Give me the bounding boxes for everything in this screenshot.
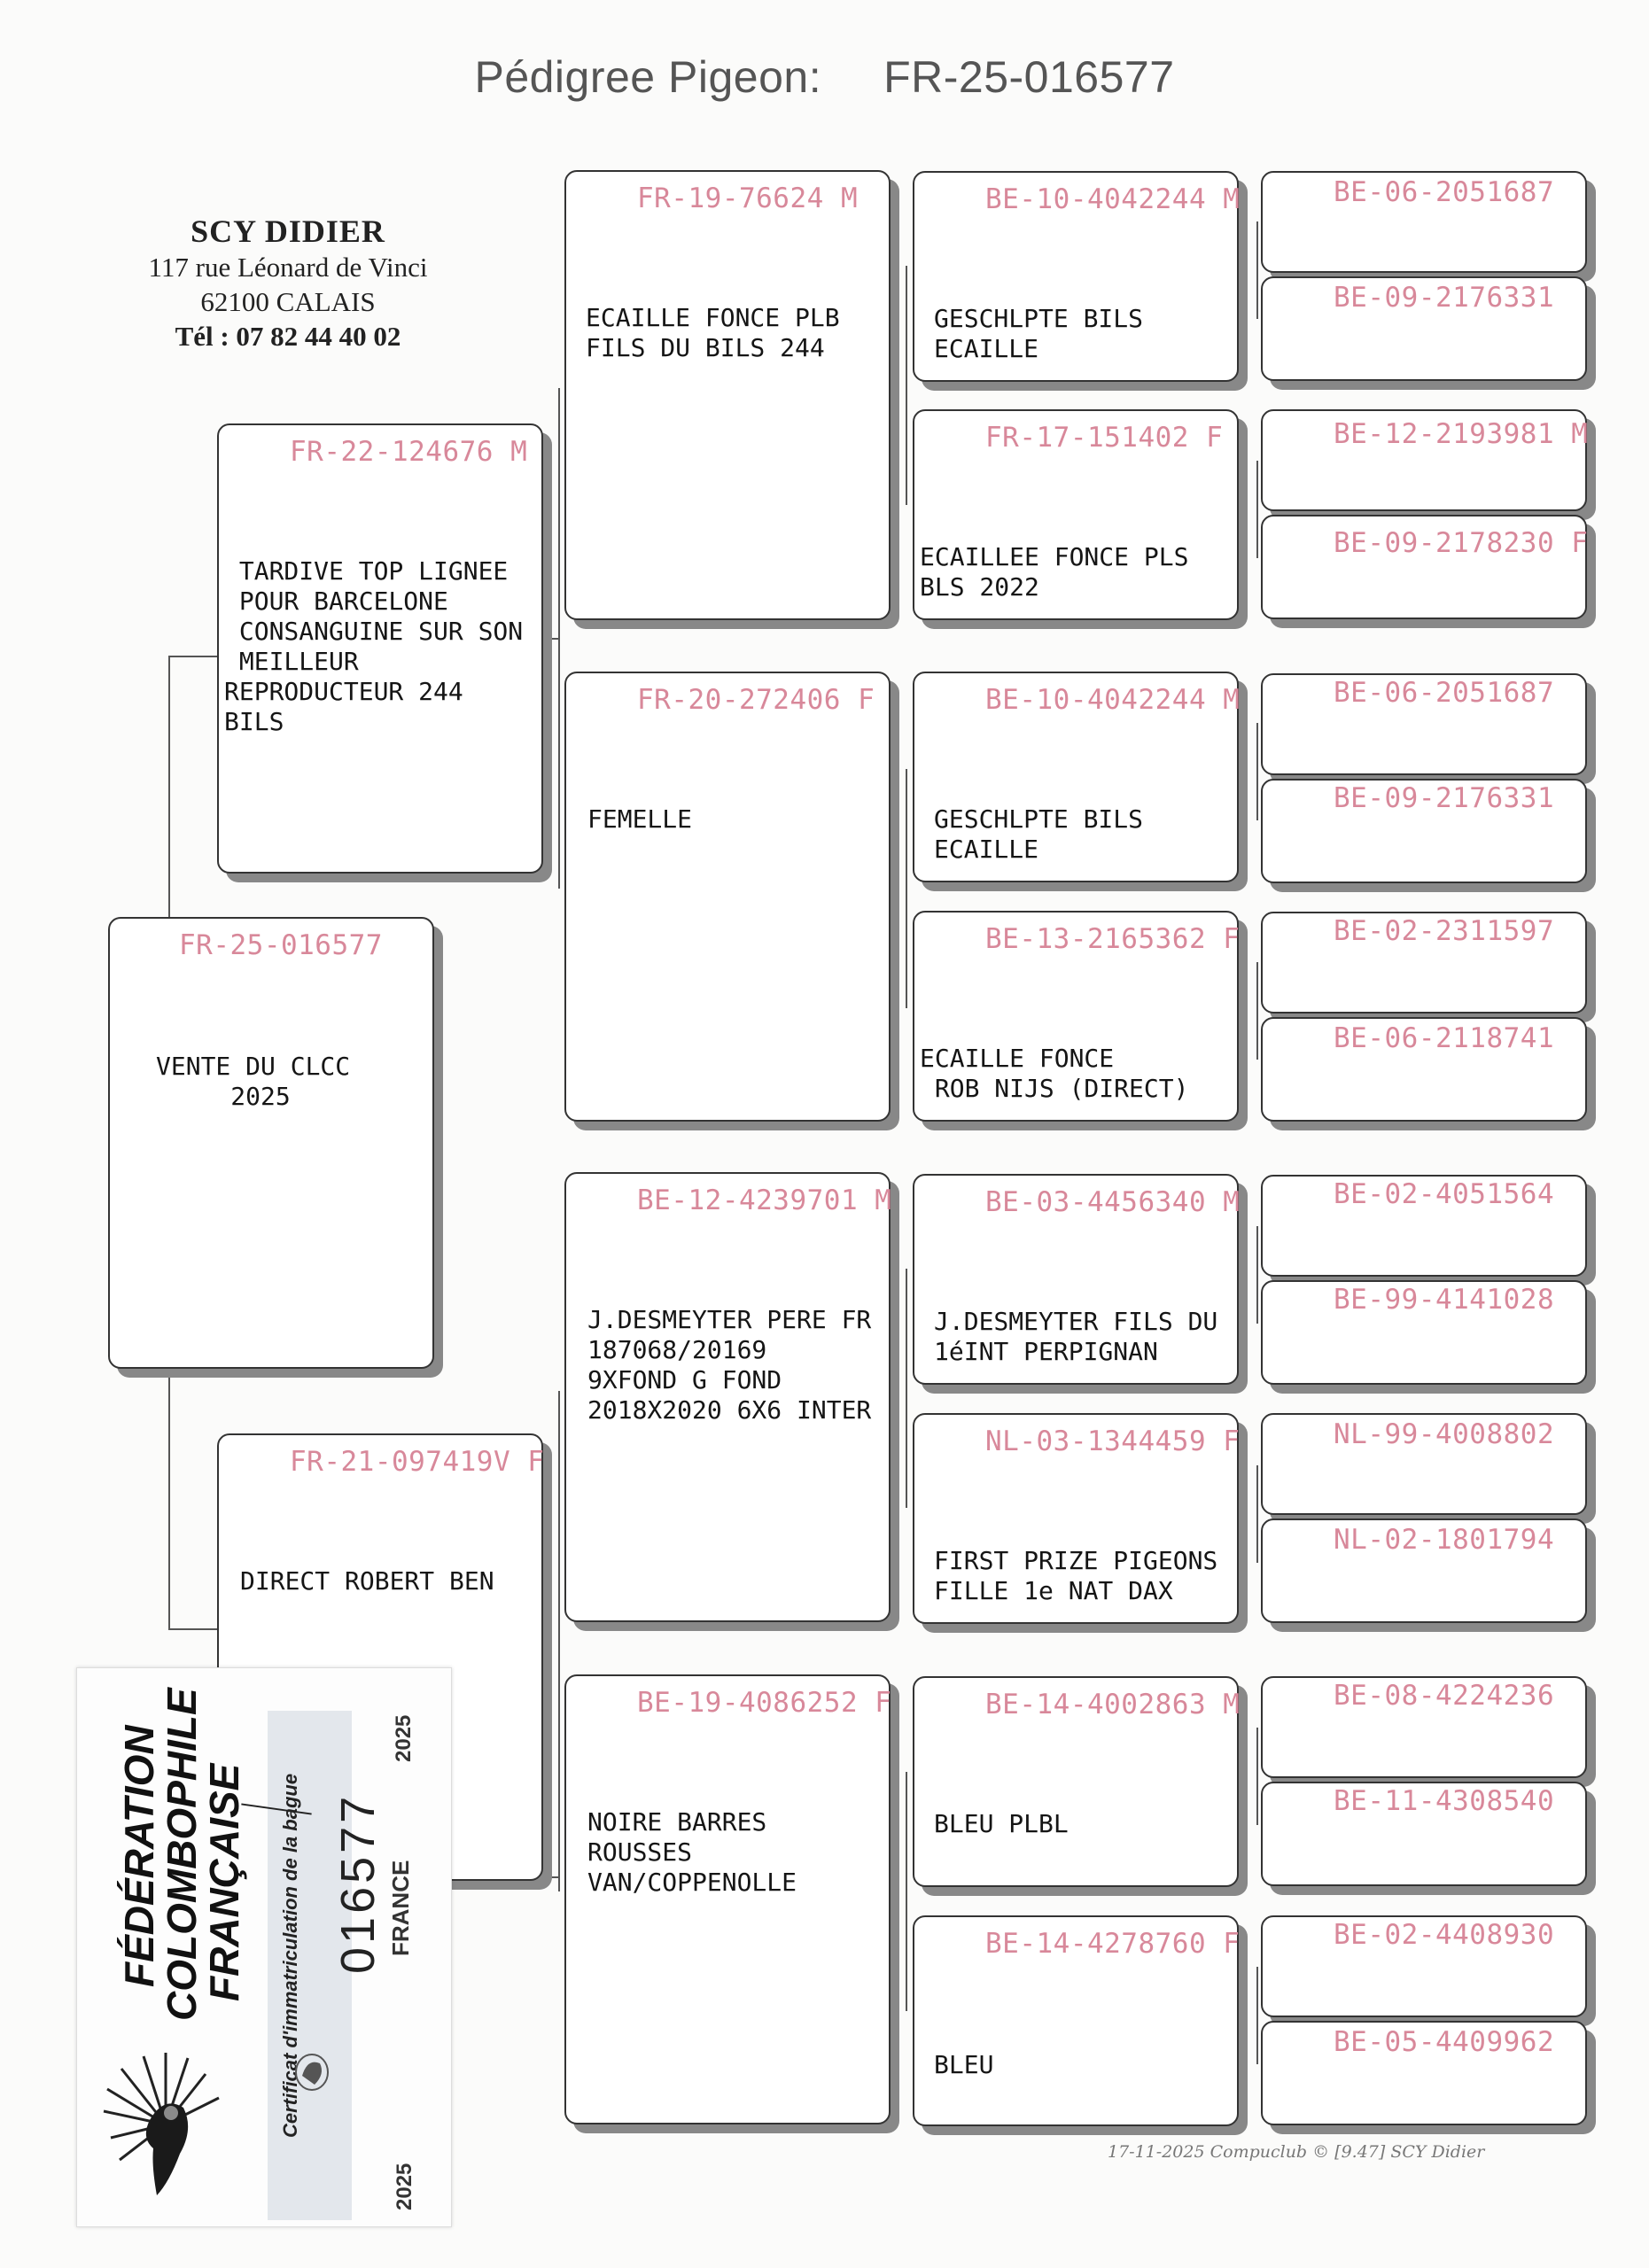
owner-block bbox=[89, 213, 487, 353]
gen5-card bbox=[1261, 673, 1587, 775]
father-ring: FR-22-124676 M bbox=[290, 436, 528, 468]
gen5-card bbox=[1261, 1175, 1587, 1277]
gen3-desc: NOIRE BARRES ROUSSES VAN/COPPENOLLE bbox=[587, 1807, 797, 1897]
gen4-ring: BE-10-4042244 M bbox=[985, 183, 1241, 215]
federation-line-2: COLOMBOPHILE bbox=[159, 1688, 205, 2021]
gen5-ring: BE-02-4051564 bbox=[1334, 1178, 1555, 1210]
pigeon-card bbox=[108, 917, 434, 1369]
federation-line-3: FRANÇAISE bbox=[201, 1763, 247, 2001]
gen4-ring: BE-13-2165362 F bbox=[985, 923, 1241, 955]
gen3-ring: FR-20-272406 F bbox=[637, 684, 875, 716]
gen5-ring: BE-09-2178230 F bbox=[1334, 527, 1589, 559]
gen3-ring: BE-12-4239701 M bbox=[637, 1184, 892, 1216]
title-ring: FR-25-016577 bbox=[883, 52, 1175, 102]
gen5-card bbox=[1261, 276, 1587, 381]
title-label: Pédigree Pigeon: bbox=[474, 52, 822, 102]
gen5-card bbox=[1261, 1413, 1587, 1515]
gen4-desc: GESCHLPTE BILS ECAILLE bbox=[934, 804, 1144, 864]
gen4-desc: ECAILLE FONCE ROB NIJS (DIRECT) bbox=[920, 1044, 1189, 1103]
father-desc: TARDIVE TOP LIGNEE POUR BARCELONE CONSANGUINE SUR SON MEILLEUR REPRODUCTEUR 244 BILS bbox=[224, 556, 524, 736]
gen4-card bbox=[913, 1413, 1239, 1624]
certificate-year-top: 2025 bbox=[392, 1714, 416, 1762]
gen5-card bbox=[1261, 912, 1587, 1014]
gen5-card bbox=[1261, 2021, 1587, 2125]
gen3-card bbox=[564, 672, 891, 1122]
gen5-ring: BE-12-2193981 M bbox=[1334, 418, 1589, 450]
gen4-card bbox=[913, 911, 1239, 1122]
gen4-ring: BE-03-4456340 M bbox=[985, 1186, 1241, 1218]
gen5-ring: BE-02-2311597 bbox=[1334, 915, 1555, 947]
pigeon-desc: VENTE DU CLCC 2025 bbox=[156, 1052, 351, 1111]
gen3-card bbox=[564, 1172, 891, 1622]
gen5-ring: BE-02-4408930 bbox=[1334, 1919, 1555, 1951]
owner-street: 117 rue Léonard de Vinci bbox=[148, 252, 428, 283]
owner-phone: Tél : 07 82 44 40 02 bbox=[175, 321, 401, 352]
gen3-desc: FEMELLE bbox=[587, 804, 693, 834]
gen3-ring: FR-19-76624 M bbox=[637, 183, 859, 214]
gen4-card bbox=[913, 1676, 1239, 1887]
gen5-ring: BE-05-4409962 bbox=[1334, 2026, 1555, 2058]
ring-certificate bbox=[76, 1667, 452, 2227]
gen5-card bbox=[1261, 1518, 1587, 1623]
gen3-card bbox=[564, 1674, 891, 2124]
gen4-desc: FIRST PRIZE PIGEONS FILLE 1e NAT DAX bbox=[934, 1546, 1218, 1605]
federation-line-1: FÉDÉRATION bbox=[116, 1725, 162, 1987]
gen5-ring: BE-99-4141028 bbox=[1334, 1284, 1555, 1316]
gen5-ring: BE-06-2051687 bbox=[1334, 677, 1555, 709]
gen5-card bbox=[1261, 1676, 1587, 1778]
gen4-desc: BLEU bbox=[934, 2050, 994, 2079]
footer-text: 17-11-2025 Compuclub © [9.47] SCY Didier bbox=[1108, 2142, 1485, 2162]
gen5-card bbox=[1261, 409, 1587, 511]
gen3-ring: BE-19-4086252 F bbox=[637, 1687, 892, 1719]
owner-city: 62100 CALAIS bbox=[200, 286, 376, 317]
gen4-card bbox=[913, 171, 1239, 382]
gen5-card bbox=[1261, 171, 1587, 273]
certificate-year-bottom: 2025 bbox=[393, 2163, 416, 2210]
mother-desc: DIRECT ROBERT BEN bbox=[240, 1566, 494, 1596]
gen4-ring: FR-17-151402 F bbox=[985, 422, 1224, 454]
gen5-ring: NL-99-4008802 bbox=[1334, 1418, 1555, 1450]
gen5-card bbox=[1261, 1782, 1587, 1886]
page-title bbox=[0, 51, 1649, 103]
gen5-card bbox=[1261, 1280, 1587, 1385]
gen4-card bbox=[913, 672, 1239, 882]
certificate-country: FRANCE bbox=[387, 1860, 414, 1956]
gen4-ring: NL-03-1344459 F bbox=[985, 1425, 1241, 1457]
gen5-card bbox=[1261, 1017, 1587, 1122]
gen4-desc: J.DESMEYTER FILS DU 1éINT PERPIGNAN bbox=[934, 1307, 1218, 1366]
gen4-card bbox=[913, 409, 1239, 620]
gen5-card bbox=[1261, 515, 1587, 619]
federation-logo-icon bbox=[95, 2049, 228, 2200]
certificate-subtitle: Certificat d'immatriculation de la bague bbox=[279, 1773, 301, 2138]
certificate-ring-number: 016577 bbox=[331, 1792, 385, 1974]
gen4-ring: BE-14-4002863 M bbox=[985, 1689, 1241, 1720]
gen5-ring: BE-06-2051687 bbox=[1334, 176, 1555, 208]
gen5-ring: NL-02-1801794 bbox=[1334, 1524, 1555, 1556]
mother-ring: FR-21-097419V F bbox=[290, 1446, 545, 1478]
gen3-desc: ECAILLE FONCE PLB FILS DU BILS 244 bbox=[586, 303, 840, 362]
gen4-card bbox=[913, 1174, 1239, 1385]
gen4-ring: BE-10-4042244 M bbox=[985, 684, 1241, 716]
gen5-ring: BE-09-2176331 bbox=[1334, 782, 1555, 814]
gen4-desc: BLEU PLBL bbox=[934, 1809, 1069, 1838]
gen4-desc: ECAILLEE FONCE PLS BLS 2022 bbox=[920, 542, 1189, 602]
gen5-ring: BE-08-4224236 bbox=[1334, 1680, 1555, 1712]
gen5-card bbox=[1261, 1915, 1587, 2017]
pigeon-ring: FR-25-016577 bbox=[179, 929, 383, 961]
gen4-card bbox=[913, 1915, 1239, 2126]
gen5-ring: BE-11-4308540 bbox=[1334, 1785, 1555, 1817]
gen5-card bbox=[1261, 779, 1587, 883]
gen4-ring: BE-14-4278760 F bbox=[985, 1928, 1241, 1960]
owner-name: SCY DIDIER bbox=[191, 214, 385, 249]
gen3-desc: J.DESMEYTER PERE FR 187068/20169 9XFOND G FOND 2018X2020 6X6 INTER bbox=[587, 1305, 872, 1425]
gen3-card bbox=[564, 170, 891, 620]
gen4-desc: GESCHLPTE BILS ECAILLE bbox=[934, 304, 1144, 363]
gen5-ring: BE-06-2118741 bbox=[1334, 1022, 1555, 1054]
pigeon-emblem-icon bbox=[290, 2049, 334, 2095]
gen5-ring: BE-09-2176331 bbox=[1334, 282, 1555, 314]
father-card bbox=[217, 423, 543, 874]
